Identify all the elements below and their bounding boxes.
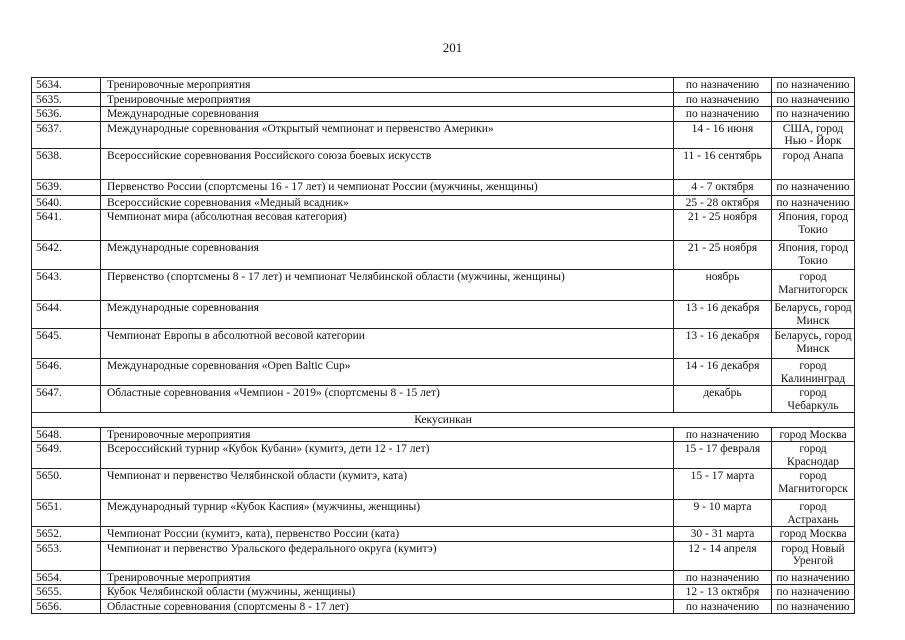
table-row (32, 469, 855, 500)
event-name: Чемпионат и первенство Уральского федерального округа (кумитэ) (101, 541, 674, 570)
row-number: 5654. (32, 570, 101, 585)
table-row (32, 359, 855, 386)
event-date: декабрь (674, 386, 772, 413)
event-place: по назначению (772, 78, 855, 93)
table-row (32, 179, 855, 195)
event-date: ноябрь (674, 270, 772, 301)
row-number: 5650. (32, 469, 101, 500)
row-number: 5642. (32, 241, 101, 270)
table-row (32, 329, 855, 359)
event-date: 30 - 31 марта (674, 527, 772, 542)
event-date: 12 - 14 апреля (674, 541, 772, 570)
table-row (32, 195, 855, 210)
event-name: Областные соревнования (спортсмены 8 - 17 лет) (101, 599, 674, 614)
event-date: 11 - 16 сентябрь (674, 148, 772, 179)
event-date: по назначению (674, 78, 772, 93)
row-number: 5649. (32, 442, 101, 469)
event-place: Япония, город Токио (772, 210, 855, 241)
row-number: 5640. (32, 195, 101, 210)
event-name: Международные соревнования (101, 301, 674, 329)
event-place: по назначению (772, 92, 855, 107)
event-place: город Чебаркуль (772, 386, 855, 413)
table-row (32, 442, 855, 469)
event-name: Международные соревнования (101, 107, 674, 122)
table-row (32, 107, 855, 122)
events-table (31, 77, 855, 614)
event-place: Япония, город Токио (772, 241, 855, 270)
event-place: Беларусь, город Минск (772, 301, 855, 329)
event-name: Международные соревнования (101, 241, 674, 270)
event-date: 13 - 16 декабря (674, 329, 772, 359)
row-number: 5634. (32, 78, 101, 93)
event-place: город Калининград (772, 359, 855, 386)
event-date: 9 - 10 марта (674, 500, 772, 527)
row-number: 5653. (32, 541, 101, 570)
event-date: 15 - 17 марта (674, 469, 772, 500)
table-row (32, 241, 855, 270)
table-row (32, 500, 855, 527)
table-row (32, 121, 855, 148)
row-number: 5647. (32, 386, 101, 413)
row-number: 5656. (32, 599, 101, 614)
row-number: 5635. (32, 92, 101, 107)
event-name: Всероссийские соревнования Российского союза боевых искусств (101, 148, 674, 179)
row-number: 5646. (32, 359, 101, 386)
event-date: по назначению (674, 92, 772, 107)
event-place: США, город Нью - Йорк (772, 121, 855, 148)
table-row (32, 301, 855, 329)
section-row (32, 413, 855, 428)
event-date: 4 - 7 октября (674, 179, 772, 195)
event-name: Первенство России (спортсмены 16 - 17 лет) и чемпионат России (мужчины, женщины) (101, 179, 674, 195)
event-date: 15 - 17 февраля (674, 442, 772, 469)
row-number: 5652. (32, 527, 101, 542)
event-date: 12 - 13 октября (674, 585, 772, 600)
event-place: по назначению (772, 585, 855, 600)
table-row (32, 78, 855, 93)
event-name: Тренировочные мероприятия (101, 427, 674, 442)
row-number: 5643. (32, 270, 101, 301)
event-date: по назначению (674, 599, 772, 614)
row-number: 5651. (32, 500, 101, 527)
row-number: 5648. (32, 427, 101, 442)
event-name: Всероссийские соревнования «Медный всадник» (101, 195, 674, 210)
event-name: Чемпионат России (кумитэ, ката), первенство России (ката) (101, 527, 674, 542)
event-place: по назначению (772, 107, 855, 122)
event-name: Областные соревнования «Чемпион - 2019» (спортсмены 8 - 15 лет) (101, 386, 674, 413)
section-title: Кекусинкан (32, 413, 855, 428)
event-place: город Магнитогорск (772, 270, 855, 301)
event-date: по назначению (674, 570, 772, 585)
row-number: 5637. (32, 121, 101, 148)
event-date: 21 - 25 ноября (674, 210, 772, 241)
event-name: Международный турнир «Кубок Каспия» (мужчины, женщины) (101, 500, 674, 527)
row-number: 5636. (32, 107, 101, 122)
event-date: 21 - 25 ноября (674, 241, 772, 270)
event-place: по назначению (772, 179, 855, 195)
event-place: город Краснодар (772, 442, 855, 469)
table-row (32, 541, 855, 570)
event-place: по назначению (772, 570, 855, 585)
table-row (32, 386, 855, 413)
event-date: 14 - 16 июня (674, 121, 772, 148)
event-name: Чемпионат мира (абсолютная весовая категория) (101, 210, 674, 241)
table-row (32, 427, 855, 442)
table-row (32, 210, 855, 241)
event-name: Тренировочные мероприятия (101, 570, 674, 585)
table-row (32, 270, 855, 301)
event-place: город Москва (772, 427, 855, 442)
event-name: Чемпионат и первенство Челябинской области (кумитэ, ката) (101, 469, 674, 500)
event-name: Международные соревнования «Открытый чемпионат и первенство Америки» (101, 121, 674, 148)
row-number: 5639. (32, 179, 101, 195)
event-place: Беларусь, город Минск (772, 329, 855, 359)
event-name: Международные соревнования «Open Baltic Cup» (101, 359, 674, 386)
event-place: город Москва (772, 527, 855, 542)
row-number: 5655. (32, 585, 101, 600)
table-body-top (32, 78, 855, 413)
table-body-bottom (32, 427, 855, 614)
row-number: 5644. (32, 301, 101, 329)
page-number: 201 (442, 40, 463, 55)
section-header (32, 413, 855, 428)
event-date: 25 - 28 октября (674, 195, 772, 210)
table-row (32, 585, 855, 600)
row-number: 5638. (32, 148, 101, 179)
event-name: Тренировочные мероприятия (101, 78, 674, 93)
event-place: по назначению (772, 599, 855, 614)
event-date: 13 - 16 декабря (674, 301, 772, 329)
table-row (32, 92, 855, 107)
table-row (32, 570, 855, 585)
event-date: по назначению (674, 427, 772, 442)
event-date: по назначению (674, 107, 772, 122)
event-place: город Анапа (772, 148, 855, 179)
event-name: Первенство (спортсмены 8 - 17 лет) и чемпионат Челябинской области (мужчины, женщины) (101, 270, 674, 301)
table-row (32, 148, 855, 179)
event-name: Чемпионат Европы в абсолютной весовой категории (101, 329, 674, 359)
event-name: Всероссийский турнир «Кубок Кубани» (кумитэ, дети 12 - 17 лет) (101, 442, 674, 469)
event-name: Кубок Челябинской области (мужчины, женщины) (101, 585, 674, 600)
row-number: 5641. (32, 210, 101, 241)
table-row (32, 599, 855, 614)
event-date: 14 - 16 декабря (674, 359, 772, 386)
event-place: по назначению (772, 195, 855, 210)
event-name: Тренировочные мероприятия (101, 92, 674, 107)
event-place: город Магнитогорск (772, 469, 855, 500)
table-row (32, 527, 855, 542)
event-place: город Астрахань (772, 500, 855, 527)
row-number: 5645. (32, 329, 101, 359)
event-place: город Новый Уренгой (772, 541, 855, 570)
